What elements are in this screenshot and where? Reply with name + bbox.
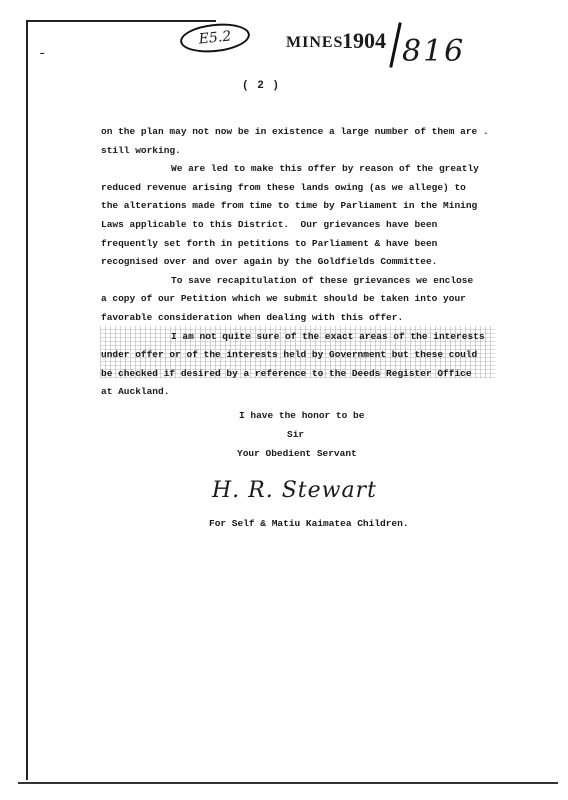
body-line: on the plan may not now be in existence a large number of them are . [101, 126, 489, 137]
body-line: I am not quite sure of the exact areas of the interests [171, 330, 485, 342]
page-edge-top [26, 20, 216, 22]
body-line: frequently set forth in petitions to Parliament & have been [101, 237, 438, 249]
signatory-line: For Self & Matiu Kaimatea Children. [209, 518, 409, 529]
body-line: a copy of our Petition which we submit should be taken into your [101, 293, 466, 305]
body-line: the alterations made from time to time by Parliament in the Mining [101, 200, 478, 212]
closing-line-sir: Sir [287, 429, 305, 440]
corner-mark: - [38, 46, 47, 62]
closing-line-honor: I have the honor to be [239, 410, 365, 421]
body-line: at Auckland. [101, 386, 170, 398]
closing-line-servant: Your Obedient Servant [237, 448, 357, 459]
letter-body [101, 123, 501, 402]
body-line: favorable consideration when dealing with this offer. [101, 311, 404, 323]
handwritten-oval-reference: E5.2 [179, 20, 252, 55]
page-edge-bottom [18, 782, 558, 784]
stamp-year: 1904 [342, 28, 386, 53]
body-line: Laws applicable to this District. Our grievances have been [101, 218, 438, 230]
stamp-mines: MINES [286, 34, 344, 51]
body-line: be checked if desired by a reference to the Deeds Register Office [101, 367, 472, 379]
handwritten-reference-number: 816 [402, 34, 466, 69]
handwritten-signature: H. R. Stewart [212, 478, 377, 503]
body-line: We are led to make this offer by reason of the greatly [171, 163, 479, 175]
page-number: ( 2 ) [242, 80, 281, 92]
page-edge-left [26, 20, 28, 780]
body-line: reduced revenue arising from these lands owing (as we allege) to [101, 181, 466, 193]
body-line: still working. [101, 144, 181, 156]
body-line: recognised over and over again by the Goldfields Committee. [101, 256, 438, 268]
stamp-slash [389, 22, 401, 68]
body-line: To save recapitulation of these grievances we enclose [171, 274, 474, 286]
body-line: under offer or of the interests held by Government but these could [101, 349, 478, 361]
